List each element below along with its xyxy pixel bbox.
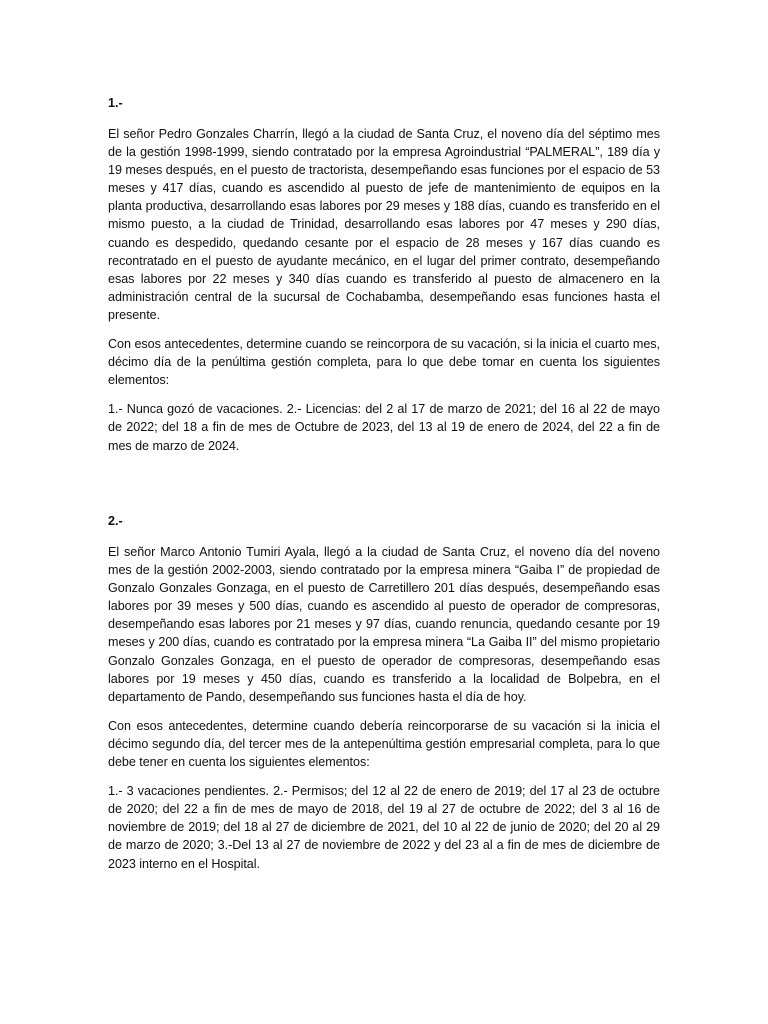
problem-1 xyxy=(108,94,660,466)
problem-2 xyxy=(108,512,660,884)
problem-2-narrative: El señor Marco Antonio Tumiri Ayala, llegó a la ciudad de Santa Cruz, el noveno día del noveno mes de la gestión 2002-2003, siendo contratado por la empresa minera “Gaiba I” de propiedad de Gonzalo Gonzales Gonzaga, en el puesto de Carretillero 201 días después, desempeñando esas labores por 39 meses y 500 días, cuando es ascendido al puesto de operador de compresoras, desempeñando esas labores por 21 meses y 97 días, cuando renuncia, quedando cesante por 19 meses y 200 días, cuando es contratado por la empresa minera “La Gaiba II” del mismo propietario Gonzalo Gonzales Gonzaga, en el puesto de operador de compresoras, desempeñando esas labores por 19 meses y 450 días, cuando es transferido a la localidad de Bolpebra, en el departamento de Pando, desempeñando sus funciones hasta el día de hoy. xyxy=(108,545,660,704)
problem-1-number: 1.- xyxy=(108,96,123,110)
problem-1-question: Con esos antecedentes, determine cuando se reincorpora de su vacación, si la inicia el cuarto mes, décimo día de la penúltima gestión completa, para lo que debe tomar en cuenta los siguientes elementos: xyxy=(108,337,660,388)
problem-2-question: Con esos antecedentes, determine cuando debería reincorporarse de su vacación si la inicia el décimo segundo día, del tercer mes de la antepenúltima gestión empresarial completa, para lo que debe tener en cuenta los siguientes elementos: xyxy=(108,718,660,770)
problem-2-elements: 1.- 3 vacaciones pendientes. 2.- Permisos; del 12 al 22 de enero de 2019; del 17 al 23 de octubre de 2020; del 22 a fin de mes de mayo de 2018, del 19 al 27 de octubre de 2022; del 3 al 16 de noviembre de 2019; del 18 al 27 de diciembre de 2021, del 10 al 22 de junio de 2020; del 20 al 29 de marzo de 2020; 3.-Del 13 al 27 de noviembre de 2022 y del 23 al a fin de mes de diciembre de 2023 interno en el Hospital. xyxy=(108,784,660,871)
problem-1-narrative: El señor Pedro Gonzales Charrín, llegó a la ciudad de Santa Cruz, el noveno día del séptimo mes de la gestión 1998-1999, siendo contratado por la empresa Agroindustrial “PALMERAL”, 189 día y 19 meses después, en el puesto de tractorista, desempeñando esas funciones por el espacio de 53 meses y 417 días, cuando es ascendido al puesto de jefe de mantenimiento de equipos en la planta productiva, desarrollando esas labores por 29 meses y 188 días, cuando es transferido en el mismo puesto, a la ciudad de Trinidad, desarrollando esas labores por 47 meses y 290 días, cuando es despedido, quedando cesante por el espacio de 28 meses y 167 días cuando es recontratado en el puesto de ayudante mecánico, en el lugar del primer contrato, desempeñando esas labores por 22 meses y 340 días cuando es transferido al puesto de almacenero en la administración central de la sucursal de Cochabamba, desempeñando esas funciones hasta el presente. xyxy=(108,127,660,322)
problem-1-elements: 1.- Nunca gozó de vacaciones. 2.- Licencias: del 2 al 17 de marzo de 2021; del 16 al 22 de mayo de 2022; del 18 a fin de mes de Octubre de 2023, del 13 al 19 de enero de 2024, del 22 a fin de mes de marzo de 2024. xyxy=(108,402,660,453)
problem-2-number: 2.- xyxy=(108,514,123,528)
